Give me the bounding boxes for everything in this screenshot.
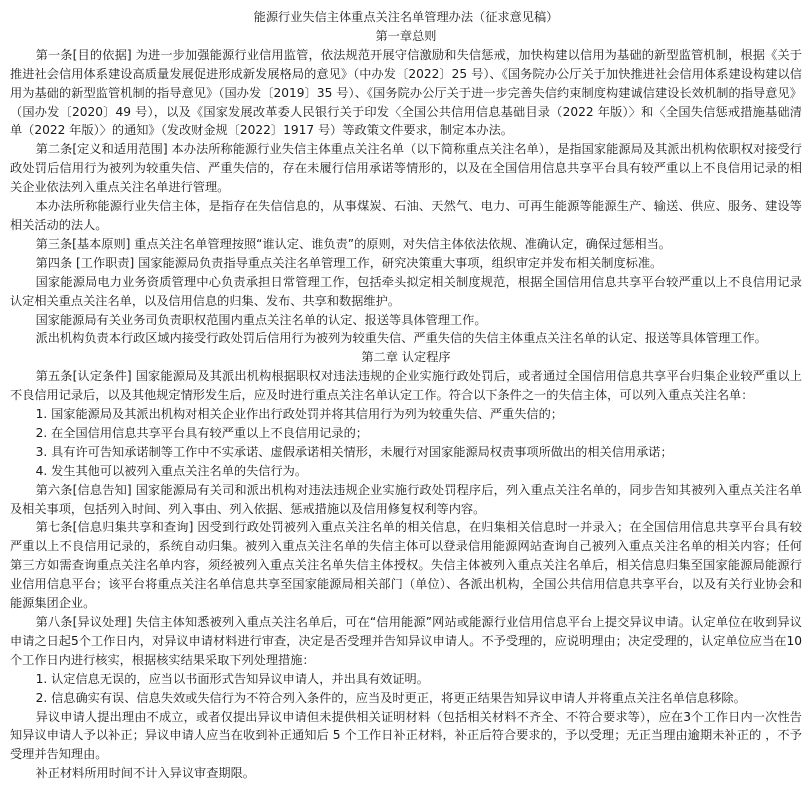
article-4-paragraph-2: 国家能源局电力业务资质管理中心负责承担日常管理工作，包括牵头拟定相关制度规范，根据全国信用信息共享平台较严重以上不良信用记录认定相关重点关注名单，以及信用信息的归集、发布、共享和数据维护。 (10, 274, 802, 308)
article-8-item-1: 1. 认定信息无误的，应当以书面形式告知异议申请人，并出具有效证明。 (35, 671, 429, 686)
article-8-paragraph-2: 异议申请人提出理由不成立，或者仅提出异议申请但未提供相关证明材料（包括相关材料不齐全、不符合要求等），应在3个工作日内一次性告知异议申请人予以补正；异议申请人应当在收到补正通知后 5 个工作日补正材料，补正后符合要求的，予以受理；无正当理由逾期未补正的 ，不予受理并告知理由。 (10, 709, 802, 762)
chapter-1-heading: 第一章总则 (375, 28, 437, 43)
article-5-item-4: 4. 发生其他可以被列入重点关注名单的失信行为。 (35, 463, 308, 478)
article-5-item-2: 2. 在全国信用信息共享平台具有较严重以上不良信用记录的； (35, 425, 368, 440)
article-8-paragraph-3: 补正材料所用时间不计入异议审查期限。 (35, 766, 255, 781)
article-2-paragraph-2: 本办法所称能源行业失信主体，是指存在失信信息的，从事煤炭、石油、天然气、电力、可再生能源等能源生产、输送、供应、服务、建设等相关活动的法人。 (10, 199, 802, 232)
article-8-item-2: 2. 信息确实有误、信息失效或失信行为不符合列入条件的，应当及时更正，将更正结果告知异议申请人并将重点关注名单信息移除。 (35, 690, 746, 705)
article-5: 第五条[认定条件] 国家能源局及其派出机构根据职权对违法违规的企业实施行政处罚后，或者通过全国信用信息共享平台归集企业较严重以上不良信用记录后，以及其他规定情形发生后，应及时进行重点关注名单认定工作。符合以下条件之一的失信主体，可以列入重点关注名单： (10, 369, 802, 403)
chapter-2-heading: 第二章 认定程序 (361, 350, 451, 365)
article-8: 第八条[异议处理] 失信主体知悉被列入重点关注名单后，可在“信用能源”网站或能源行业信用信息平台上提交异议申请。认定单位在收到异议申请之日起5个工作日内，对异议申请材料进行审查，决定是否受理并告知异议申请人。不予受理的，应说明理由；决定受理的，认定单位应当在10 个工作日内进行核实，根据核实结果采取下列处理措施： (10, 615, 802, 667)
article-5-item-1: 1. 国家能源局及其派出机构对相关企业作出行政处罚并将其信用行为列为较重失信、严重失信的； (35, 407, 563, 422)
article-2: 第二条[定义和适用范围] 本办法所称能源行业失信主体重点关注名单（以下简称重点关注名单），是指国家能源局及其派出机构依职权对接受行政处罚后信用行为被列为较重失信、严重失信的，存在未履行信用承诺等情形的，以及在全国信用信息共享平台具有较严重以上不良信用记录的相关企业依法列入重点关注名单进行管理。 (10, 142, 802, 195)
article-3: 第三条[基本原则] 重点关注名单管理按照“谁认定、谁负责”的原则，对失信主体依法依规、准确认定，确保过惩相当。 (35, 236, 671, 251)
article-6: 第六条[信息告知] 国家能源局有关司和派出机构对违法违规企业实施行政处罚程序后，列入重点关注名单的，同步告知其被列入重点关注名单及相关事项，包括列入时间、列入事由、列入依据、惩戒措施以及信用修复权利等内容。 (10, 482, 802, 516)
document-title: 能源行业失信主体重点关注名单管理办法（征求意见稿） (253, 10, 559, 24)
article-7: 第七条[信息归集共享和查询] 因受到行政处罚被列入重点关注名单的相关信息，在归集相关信息时一并录入；在全国信用信息共享平台具有较严重以上不良信用记录的，系统自动归集。被列入重点关注名单的失信主体可以登录信用能源网站查询自己被列入重点关注名单的相关内容；任何第三方如需查询重点关注名单内容，须经被列入重点关注名单失信主体授权。失信主体被列入重点关注名单后，相关信息归集至国家能源局能源行业信用信息平台；该平台将重点关注名单信息共享至国家能源局相关部门（单位）、各派出机构，全国公共信用信息共享平台，以及有关行业协会和能源集团企业。 (10, 520, 802, 611)
article-4-paragraph-3: 国家能源局有关业务司负责职权范围内重点关注名单的认定、报送等具体管理工作。 (35, 312, 487, 327)
article-4: 第四条 [工作职责] 国家能源局负责指导重点关注名单管理工作，研究决策重大事项，组织审定并发布相关制度标准。 (35, 255, 663, 270)
article-5-item-3: 3. 具有许可告知承诺制等工作中不实承诺、虚假承诺相关情形，未履行对国家能源局权责事项所做出的相关信用承诺； (35, 444, 673, 459)
article-4-paragraph-4: 派出机构负责本行政区域内接受行政处罚后信用行为被列为较重失信、严重失信的失信主体重点关注名单的认定、报送等具体管理工作。 (35, 331, 767, 346)
article-1: 第一条[目的依据] 为进一步加强能源行业信用监管，依法规范开展守信激励和失信惩戒，加快构建以信用为基础的新型监管机制，根据《关于推进社会信用体系建设高质量发展促进形成新发展格局的意见》（中办发〔2022〕25 号）、《国务院办公厅关于加快推进社会信用体系建设构建以信用为基础的新型监管机制的指导意见》（国办发〔2019〕35 号）、《国务院办公厅关于进一步完善失信约束制度构建诚信建设长效机制的指导意见》（国办发〔2020〕49 号），以及《国家发展改革委人民银行关于印发〈全国公共信用信息基础目录（2022 年版）〉和〈全国失信惩戒措施基础清单（2022 年版）〉的通知》（发改财金规〔2022〕1917 号）等政策文件要求，制定本办法。 (10, 47, 802, 138)
